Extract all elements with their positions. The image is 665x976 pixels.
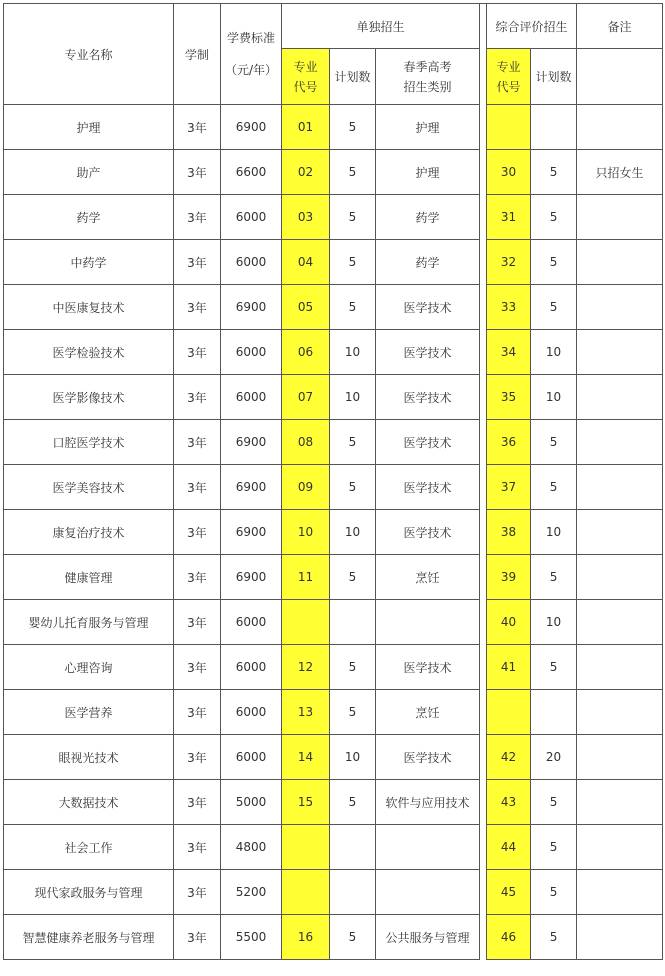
cell-comprehensive-code: 40 bbox=[487, 600, 531, 645]
cell-tuition: 5200 bbox=[221, 870, 282, 915]
cell-single-plan-count bbox=[330, 870, 376, 915]
cell-remark bbox=[577, 555, 663, 600]
cell-major-name: 现代家政服务与管理 bbox=[4, 870, 174, 915]
cell-tuition: 4800 bbox=[221, 825, 282, 870]
cell-major-name: 助产 bbox=[4, 150, 174, 195]
cell-single-plan-count: 5 bbox=[330, 240, 376, 285]
cell-major-name: 智慧健康养老服务与管理 bbox=[4, 915, 174, 960]
cell-major-name: 婴幼儿托育服务与管理 bbox=[4, 600, 174, 645]
column-gap bbox=[480, 825, 487, 870]
cell-exam-category: 医学技术 bbox=[376, 465, 480, 510]
cell-exam-category bbox=[376, 825, 480, 870]
column-gap bbox=[480, 645, 487, 690]
cell-tuition: 6000 bbox=[221, 375, 282, 420]
cell-tuition: 6900 bbox=[221, 105, 282, 150]
header-comprehensive-plan-count: 计划数 bbox=[531, 49, 577, 105]
column-gap bbox=[480, 870, 487, 915]
cell-single-code: 16 bbox=[282, 915, 330, 960]
cell-single-plan-count: 5 bbox=[330, 690, 376, 735]
cell-single-code: 09 bbox=[282, 465, 330, 510]
cell-comprehensive-code: 32 bbox=[487, 240, 531, 285]
cell-single-code: 14 bbox=[282, 735, 330, 780]
cell-tuition: 6000 bbox=[221, 600, 282, 645]
cell-major-name: 口腔医学技术 bbox=[4, 420, 174, 465]
cell-comprehensive-plan-count: 5 bbox=[531, 150, 577, 195]
cell-single-plan-count: 10 bbox=[330, 375, 376, 420]
cell-comprehensive-plan-count: 5 bbox=[531, 780, 577, 825]
column-gap bbox=[480, 375, 487, 420]
column-gap bbox=[480, 330, 487, 375]
cell-comprehensive-plan-count: 10 bbox=[531, 600, 577, 645]
cell-single-plan-count: 5 bbox=[330, 915, 376, 960]
cell-single-plan-count: 5 bbox=[330, 780, 376, 825]
cell-exam-category: 医学技术 bbox=[376, 420, 480, 465]
cell-single-code bbox=[282, 870, 330, 915]
cell-comprehensive-plan-count bbox=[531, 105, 577, 150]
cell-tuition: 6000 bbox=[221, 645, 282, 690]
cell-remark bbox=[577, 330, 663, 375]
cell-tuition: 6000 bbox=[221, 195, 282, 240]
column-gap bbox=[480, 195, 487, 240]
cell-comprehensive-code: 45 bbox=[487, 870, 531, 915]
cell-duration: 3年 bbox=[174, 240, 221, 285]
cell-exam-category bbox=[376, 870, 480, 915]
cell-duration: 3年 bbox=[174, 420, 221, 465]
cell-single-code: 04 bbox=[282, 240, 330, 285]
cell-single-code: 10 bbox=[282, 510, 330, 555]
cell-single-code: 15 bbox=[282, 780, 330, 825]
cell-exam-category bbox=[376, 600, 480, 645]
header-exam-category-line1: 春季高考 bbox=[403, 59, 452, 74]
cell-single-code bbox=[282, 600, 330, 645]
cell-single-plan-count: 5 bbox=[330, 465, 376, 510]
cell-single-plan-count: 10 bbox=[330, 735, 376, 780]
table-row bbox=[4, 690, 663, 735]
cell-comprehensive-plan-count: 5 bbox=[531, 420, 577, 465]
header-row-1 bbox=[4, 4, 663, 49]
cell-tuition: 5500 bbox=[221, 915, 282, 960]
cell-comprehensive-code: 41 bbox=[487, 645, 531, 690]
column-gap bbox=[480, 420, 487, 465]
cell-single-plan-count: 5 bbox=[330, 555, 376, 600]
cell-remark bbox=[577, 240, 663, 285]
cell-comprehensive-code bbox=[487, 105, 531, 150]
cell-comprehensive-plan-count: 5 bbox=[531, 285, 577, 330]
table-row bbox=[4, 600, 663, 645]
cell-remark: 只招女生 bbox=[577, 150, 663, 195]
cell-comprehensive-plan-count: 10 bbox=[531, 510, 577, 555]
header-comprehensive-code bbox=[487, 49, 531, 105]
cell-exam-category: 医学技术 bbox=[376, 285, 480, 330]
cell-comprehensive-code: 44 bbox=[487, 825, 531, 870]
cell-major-name: 健康管理 bbox=[4, 555, 174, 600]
cell-single-code: 02 bbox=[282, 150, 330, 195]
cell-exam-category: 软件与应用技术 bbox=[376, 780, 480, 825]
cell-comprehensive-plan-count bbox=[531, 690, 577, 735]
table-row bbox=[4, 915, 663, 960]
cell-single-code: 07 bbox=[282, 375, 330, 420]
cell-remark bbox=[577, 690, 663, 735]
cell-duration: 3年 bbox=[174, 105, 221, 150]
cell-single-code: 03 bbox=[282, 195, 330, 240]
header-single-code bbox=[282, 49, 330, 105]
cell-single-code: 06 bbox=[282, 330, 330, 375]
column-gap bbox=[480, 780, 487, 825]
cell-single-code: 12 bbox=[282, 645, 330, 690]
cell-single-plan-count bbox=[330, 825, 376, 870]
column-gap bbox=[480, 600, 487, 645]
cell-single-plan-count: 10 bbox=[330, 510, 376, 555]
cell-major-name: 药学 bbox=[4, 195, 174, 240]
table-row bbox=[4, 735, 663, 780]
table-row bbox=[4, 870, 663, 915]
table-row bbox=[4, 330, 663, 375]
cell-duration: 3年 bbox=[174, 690, 221, 735]
cell-remark bbox=[577, 510, 663, 555]
cell-duration: 3年 bbox=[174, 780, 221, 825]
header-exam-category-line2: 招生类别 bbox=[403, 79, 452, 94]
column-gap bbox=[480, 285, 487, 330]
cell-major-name: 眼视光技术 bbox=[4, 735, 174, 780]
table-row bbox=[4, 285, 663, 330]
cell-major-name: 心理咨询 bbox=[4, 645, 174, 690]
cell-major-name: 医学影像技术 bbox=[4, 375, 174, 420]
enrollment-plan-table bbox=[3, 3, 663, 960]
cell-comprehensive-plan-count: 5 bbox=[531, 915, 577, 960]
column-gap bbox=[480, 690, 487, 735]
cell-single-plan-count: 5 bbox=[330, 645, 376, 690]
cell-single-plan-count: 5 bbox=[330, 195, 376, 240]
cell-exam-category: 药学 bbox=[376, 240, 480, 285]
column-gap bbox=[480, 465, 487, 510]
cell-comprehensive-code: 35 bbox=[487, 375, 531, 420]
cell-tuition: 6900 bbox=[221, 420, 282, 465]
column-gap bbox=[480, 555, 487, 600]
cell-comprehensive-plan-count: 5 bbox=[531, 645, 577, 690]
cell-comprehensive-plan-count: 5 bbox=[531, 240, 577, 285]
cell-comprehensive-plan-count: 5 bbox=[531, 555, 577, 600]
cell-remark bbox=[577, 105, 663, 150]
cell-comprehensive-code: 31 bbox=[487, 195, 531, 240]
table-row bbox=[4, 375, 663, 420]
cell-major-name: 康复治疗技术 bbox=[4, 510, 174, 555]
cell-tuition: 6000 bbox=[221, 240, 282, 285]
cell-single-plan-count: 5 bbox=[330, 105, 376, 150]
cell-remark bbox=[577, 645, 663, 690]
cell-comprehensive-plan-count: 20 bbox=[531, 735, 577, 780]
cell-major-name: 医学营养 bbox=[4, 690, 174, 735]
header-single-code-line2: 代号 bbox=[293, 79, 318, 94]
cell-comprehensive-code: 34 bbox=[487, 330, 531, 375]
cell-tuition: 6000 bbox=[221, 330, 282, 375]
cell-duration: 3年 bbox=[174, 285, 221, 330]
table-row bbox=[4, 780, 663, 825]
cell-remark bbox=[577, 600, 663, 645]
cell-exam-category: 护理 bbox=[376, 105, 480, 150]
table-row bbox=[4, 105, 663, 150]
cell-single-code: 08 bbox=[282, 420, 330, 465]
cell-exam-category: 护理 bbox=[376, 150, 480, 195]
cell-single-plan-count: 5 bbox=[330, 420, 376, 465]
cell-tuition: 6600 bbox=[221, 150, 282, 195]
cell-comprehensive-plan-count: 5 bbox=[531, 195, 577, 240]
cell-duration: 3年 bbox=[174, 555, 221, 600]
cell-duration: 3年 bbox=[174, 150, 221, 195]
table-row bbox=[4, 645, 663, 690]
cell-exam-category: 医学技术 bbox=[376, 735, 480, 780]
cell-exam-category: 医学技术 bbox=[376, 510, 480, 555]
cell-duration: 3年 bbox=[174, 870, 221, 915]
column-gap bbox=[480, 105, 487, 150]
table-row bbox=[4, 240, 663, 285]
cell-comprehensive-plan-count: 5 bbox=[531, 465, 577, 510]
header-single-code-line1: 专业 bbox=[293, 59, 318, 74]
cell-exam-category: 医学技术 bbox=[376, 645, 480, 690]
cell-remark bbox=[577, 375, 663, 420]
cell-remark bbox=[577, 825, 663, 870]
cell-exam-category: 公共服务与管理 bbox=[376, 915, 480, 960]
cell-comprehensive-plan-count: 5 bbox=[531, 825, 577, 870]
cell-comprehensive-code: 38 bbox=[487, 510, 531, 555]
cell-major-name: 社会工作 bbox=[4, 825, 174, 870]
cell-comprehensive-code: 39 bbox=[487, 555, 531, 600]
cell-exam-category: 药学 bbox=[376, 195, 480, 240]
header-major-name: 专业名称 bbox=[4, 4, 174, 105]
cell-duration: 3年 bbox=[174, 735, 221, 780]
cell-duration: 3年 bbox=[174, 510, 221, 555]
cell-remark bbox=[577, 465, 663, 510]
cell-tuition: 6000 bbox=[221, 735, 282, 780]
cell-comprehensive-plan-count: 5 bbox=[531, 870, 577, 915]
cell-major-name: 大数据技术 bbox=[4, 780, 174, 825]
cell-comprehensive-code: 42 bbox=[487, 735, 531, 780]
cell-tuition: 6900 bbox=[221, 465, 282, 510]
cell-single-code: 11 bbox=[282, 555, 330, 600]
cell-tuition: 6000 bbox=[221, 690, 282, 735]
header-tuition bbox=[221, 4, 282, 105]
cell-comprehensive-code: 43 bbox=[487, 780, 531, 825]
cell-exam-category: 医学技术 bbox=[376, 330, 480, 375]
cell-major-name: 中药学 bbox=[4, 240, 174, 285]
table-row bbox=[4, 465, 663, 510]
cell-remark bbox=[577, 870, 663, 915]
cell-comprehensive-code: 37 bbox=[487, 465, 531, 510]
table-row bbox=[4, 825, 663, 870]
cell-remark bbox=[577, 285, 663, 330]
cell-remark bbox=[577, 195, 663, 240]
cell-comprehensive-code: 46 bbox=[487, 915, 531, 960]
header-tuition-line2: （元/年） bbox=[224, 63, 278, 77]
column-gap bbox=[480, 4, 487, 105]
cell-remark bbox=[577, 420, 663, 465]
cell-duration: 3年 bbox=[174, 375, 221, 420]
cell-single-code: 01 bbox=[282, 105, 330, 150]
cell-comprehensive-code: 36 bbox=[487, 420, 531, 465]
cell-single-plan-count: 10 bbox=[330, 330, 376, 375]
cell-duration: 3年 bbox=[174, 195, 221, 240]
cell-remark bbox=[577, 780, 663, 825]
cell-single-plan-count: 5 bbox=[330, 285, 376, 330]
cell-single-plan-count bbox=[330, 600, 376, 645]
table-row bbox=[4, 150, 663, 195]
cell-comprehensive-code bbox=[487, 690, 531, 735]
cell-duration: 3年 bbox=[174, 915, 221, 960]
cell-tuition: 6900 bbox=[221, 555, 282, 600]
cell-major-name: 中医康复技术 bbox=[4, 285, 174, 330]
cell-duration: 3年 bbox=[174, 330, 221, 375]
cell-major-name: 医学美容技术 bbox=[4, 465, 174, 510]
cell-comprehensive-code: 33 bbox=[487, 285, 531, 330]
cell-major-name: 护理 bbox=[4, 105, 174, 150]
cell-remark bbox=[577, 915, 663, 960]
cell-tuition: 5000 bbox=[221, 780, 282, 825]
table-body bbox=[4, 105, 663, 960]
cell-comprehensive-plan-count: 10 bbox=[531, 330, 577, 375]
column-gap bbox=[480, 510, 487, 555]
cell-duration: 3年 bbox=[174, 645, 221, 690]
cell-exam-category: 医学技术 bbox=[376, 375, 480, 420]
cell-comprehensive-code: 30 bbox=[487, 150, 531, 195]
cell-single-code: 05 bbox=[282, 285, 330, 330]
cell-major-name: 医学检验技术 bbox=[4, 330, 174, 375]
column-gap bbox=[480, 735, 487, 780]
table-row bbox=[4, 420, 663, 465]
cell-tuition: 6900 bbox=[221, 510, 282, 555]
cell-remark bbox=[577, 735, 663, 780]
table-row bbox=[4, 510, 663, 555]
header-comprehensive-code-line1: 专业 bbox=[496, 59, 521, 74]
header-comprehensive-enrollment: 综合评价招生 bbox=[487, 4, 577, 49]
column-gap bbox=[480, 150, 487, 195]
cell-tuition: 6900 bbox=[221, 285, 282, 330]
table-row bbox=[4, 555, 663, 600]
table-row bbox=[4, 195, 663, 240]
header-remark: 备注 bbox=[577, 4, 663, 49]
cell-single-code bbox=[282, 825, 330, 870]
header-exam-category bbox=[376, 49, 480, 105]
column-gap bbox=[480, 915, 487, 960]
cell-comprehensive-plan-count: 10 bbox=[531, 375, 577, 420]
cell-exam-category: 烹饪 bbox=[376, 690, 480, 735]
cell-single-code: 13 bbox=[282, 690, 330, 735]
header-comprehensive-code-line2: 代号 bbox=[496, 79, 521, 94]
cell-duration: 3年 bbox=[174, 600, 221, 645]
header-remark-blank bbox=[577, 49, 663, 105]
cell-single-plan-count: 5 bbox=[330, 150, 376, 195]
header-single-enrollment: 单独招生 bbox=[282, 4, 480, 49]
cell-duration: 3年 bbox=[174, 825, 221, 870]
header-duration: 学制 bbox=[174, 4, 221, 105]
cell-exam-category: 烹饪 bbox=[376, 555, 480, 600]
cell-duration: 3年 bbox=[174, 465, 221, 510]
header-single-plan-count: 计划数 bbox=[330, 49, 376, 105]
header-tuition-line1: 学费标准 bbox=[226, 31, 275, 45]
column-gap bbox=[480, 240, 487, 285]
